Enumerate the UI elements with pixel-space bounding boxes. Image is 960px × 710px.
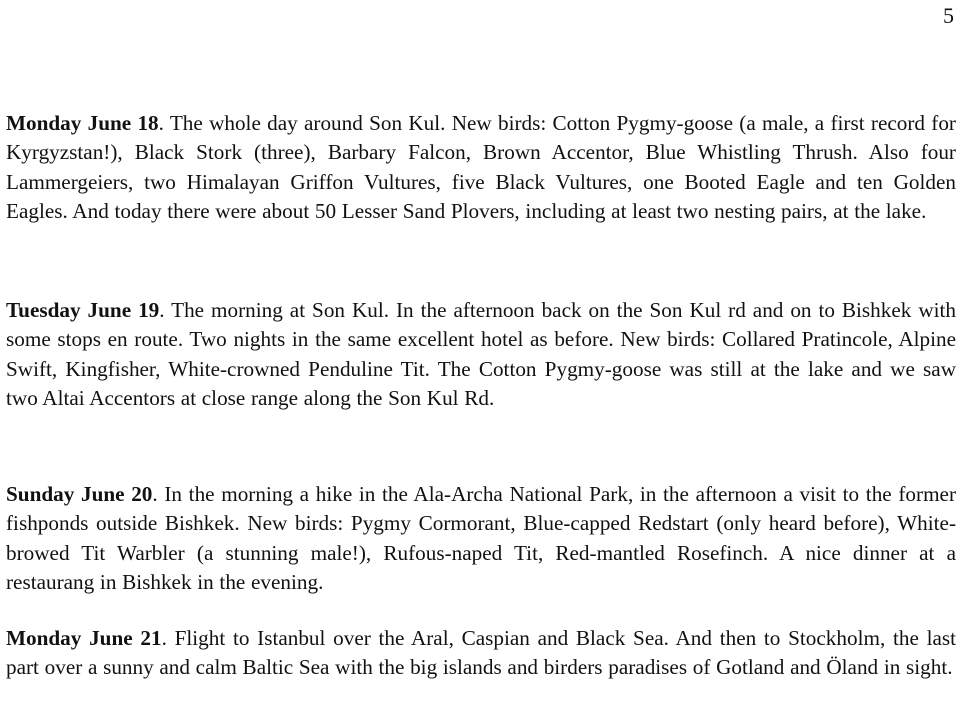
entry-date: Monday June 18 [6,111,159,135]
diary-entry [6,296,956,413]
entry-text: . The whole day around Son Kul. New birds: Cotton Pygmy-goose (a male, a first record for Kyrgyzstan!), Black Stork (three), Barbary Falcon, Brown Accentor, Blue Whistling Thrush. Also four Lammergeiers, two Himalayan Griffon Vultures, five Black Vultures, one Booted Eagle and ten Golden Eagles. And today there were about 50 Lesser Sand Plovers, including at least two nesting pairs, at the lake. [6,111,956,223]
entry-date: Tuesday June 19 [6,298,160,322]
entry-text: . Flight to Istanbul over the Aral, Caspian and Black Sea. And then to Stockholm, the last part over a sunny and calm Baltic Sea with the big islands and birders paradises of Gotland and Öland in sight. [6,626,956,680]
page-number: 5 [943,3,954,28]
entry-text: . The morning at Son Kul. In the afternoon back on the Son Kul rd and on to Bishkek with some stops en route. Two nights in the same excellent hotel as before. New birds: Collared Pratincole, Alpine Swift, Kingfisher, White-crowned Penduline Tit. The Cotton Pygmy-goose was still at the lake and we saw two Altai Accentors at close range along the Son Kul Rd. [6,298,956,410]
diary-entry [6,109,956,226]
diary-entry [6,480,956,597]
diary-entry [6,624,956,683]
entry-date: Sunday June 20 [6,482,153,506]
entry-text: . In the morning a hike in the Ala-Archa National Park, in the afternoon a visit to the former fishponds outside Bishkek. New birds: Pygmy Cormorant, Blue-capped Redstart (only heard before), White-browed Tit Warbler (a stunning male!), Rufous-naped Tit, Red-mantled Rosefinch. A nice dinner at a restaurang in Bishkek in the evening. [6,482,957,594]
entry-date: Monday June 21 [6,626,162,650]
